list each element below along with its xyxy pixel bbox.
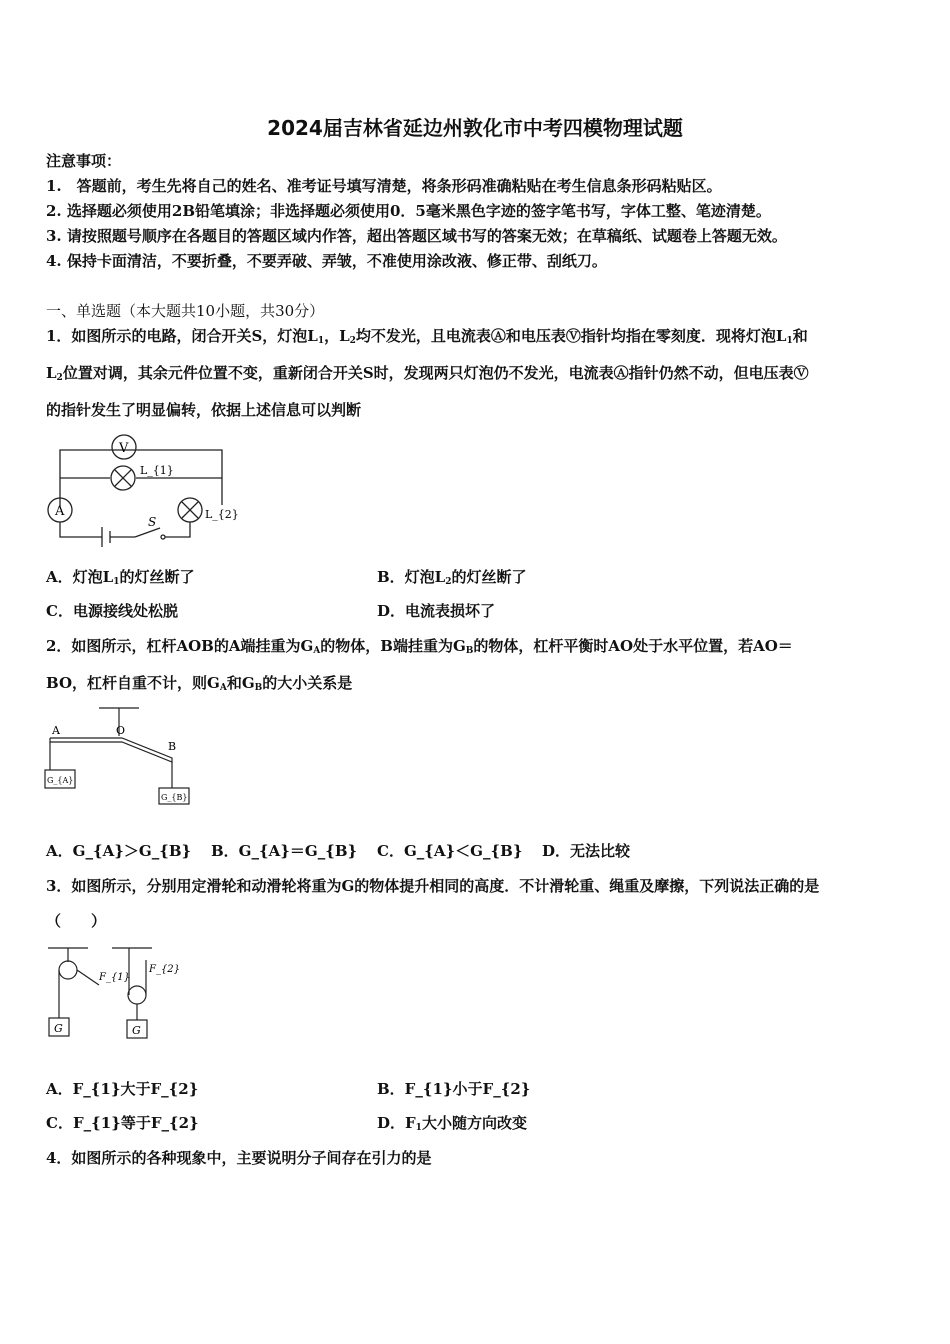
option-a[interactable]: A．F_{1}大于F_{2} <box>46 1080 199 1098</box>
weight-gb-label: G_{B} <box>161 793 188 802</box>
circuit-diagram <box>40 430 260 555</box>
ammeter-label: A <box>55 504 65 519</box>
question-2-text: 2．如图所示，杠杆AOB的A端挂重为$G_A$的物体，B端挂重为$G_B$的物体，杠杆平衡时AO处于水平位置，若AO＝ <box>46 637 793 656</box>
option-d[interactable]: D．无法比较 <box>542 842 631 860</box>
option-b[interactable]: B．F_{1}小于F_{2} <box>377 1080 531 1098</box>
question-3-text: （ ） <box>46 912 107 930</box>
force-f2-label: F_{2} <box>149 964 181 975</box>
question-1-text: 的指针发生了明显偏转，依据上述信息可以判断 <box>46 401 362 419</box>
note-item: 4. 保持卡面清洁，不要折叠，不要弄破、弄皱，不准使用涂改液、修正带、刮纸刀。 <box>46 252 607 270</box>
option-a[interactable]: A．G_{A}＞G_{B} <box>46 842 192 860</box>
option-c[interactable]: C．G_{A}＜G_{B} <box>377 842 523 860</box>
option-b[interactable]: B．灯泡$L_2$的灯丝断了 <box>377 568 527 587</box>
point-b-label: B <box>168 740 177 753</box>
option-a[interactable]: A．灯泡$L_1$的灯丝断了 <box>46 568 195 587</box>
note-item: 1. 答题前，考生先将自己的姓名、准考证号填写清楚，将条形码准确粘贴在考生信息条形码粘贴区。 <box>46 177 722 195</box>
section-heading: 一、单选题（本大题共10小题，共30分） <box>46 302 325 320</box>
option-d[interactable]: D．电流表损坏了 <box>377 602 496 620</box>
weight-ga-label: G_{A} <box>47 776 74 785</box>
question-3-text: 3．如图所示，分别用定滑轮和动滑轮将重为G的物体提升相同的高度．不计滑轮重、绳重及摩擦，下列说法正确的是 <box>46 877 820 895</box>
page-title: 2024届吉林省延边州敦化市中考四模物理试题 <box>267 116 683 140</box>
question-2-text: BO，杠杆自重不计，则$G_A$和$G_B$的大小关系是 <box>46 674 353 693</box>
pulley-diagram <box>44 940 194 1048</box>
note-item: 3. 请按照题号顺序在各题目的答题区域内作答，超出答题区域书写的答案无效；在草稿纸、试题卷上答题无效。 <box>46 227 787 245</box>
point-o-label: O <box>116 724 126 737</box>
question-1-text: $L_2$位置对调，其余元件位置不变，重新闭合开关S时，发现两只灯泡仍不发光，电流表Ⓐ指针仍然不动，但电压表Ⓥ <box>46 364 809 383</box>
option-c[interactable]: C．电源接线处松脱 <box>46 602 178 620</box>
lamp-l1-label: L_{1} <box>140 464 174 477</box>
force-f1-label: F_{1} <box>99 972 131 983</box>
question-4-text: 4．如图所示的各种现象中，主要说明分子间存在引力的是 <box>46 1149 432 1167</box>
question-1-text: 1．如图所示的电路，闭合开关S，灯泡$L_1$，$L_2$均不发光，且电流表Ⓐ和电压表Ⓥ指针均指在零刻度．现将灯泡$L_1$和 <box>46 327 808 346</box>
weight-g-label: G <box>54 1022 63 1035</box>
lever-diagram <box>44 700 204 812</box>
point-a-label: A <box>52 724 60 737</box>
option-b[interactable]: B．G_{A}＝G_{B} <box>211 842 358 860</box>
note-item: 2. 选择题必须使用2B铅笔填涂；非选择题必须使用0．5毫米黑色字迹的签字笔书写，字体工整、笔迹清楚。 <box>46 202 771 220</box>
option-c[interactable]: C．F_{1}等于F_{2} <box>46 1114 199 1132</box>
switch-label: S <box>148 515 157 529</box>
weight-g-label: G <box>132 1024 141 1037</box>
option-d[interactable]: D．$F_1$大小随方向改变 <box>377 1114 527 1133</box>
notes-heading: 注意事项： <box>46 152 122 170</box>
lamp-l2-label: L_{2} <box>205 508 239 521</box>
voltmeter-label: V <box>119 441 129 456</box>
